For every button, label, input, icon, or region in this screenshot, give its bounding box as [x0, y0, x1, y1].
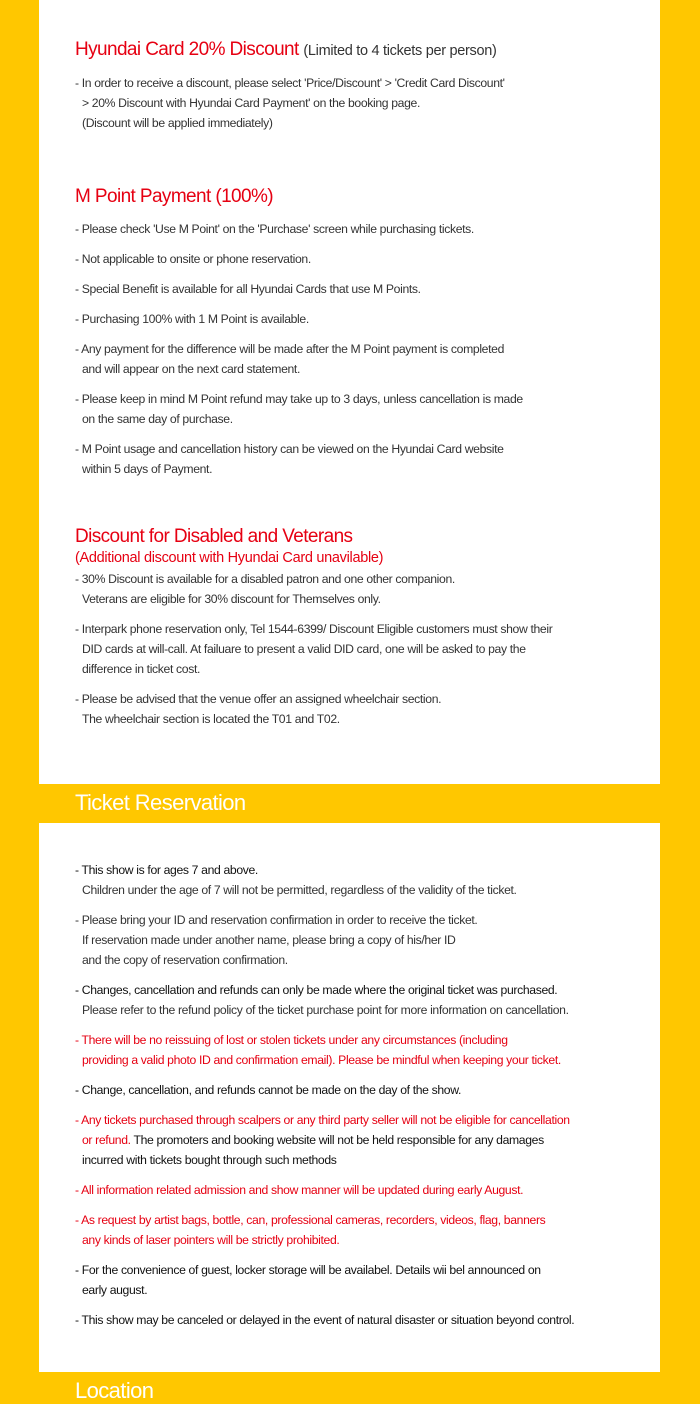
item-detail: If reservation made under another name, please bring a copy of his/her ID and the copy of reservation confirmation.	[82, 933, 456, 967]
list-item: - Special Benefit is available for all Hyundai Cards that use M Points.	[75, 282, 421, 296]
list-item: - In order to receive a discount, please select 'Price/Discount' > 'Credit Card Discount' > 20% Discount with Hyundai Card Payment' on the booking page. (Discount will be applied immediately)	[75, 76, 505, 130]
item-detail: Children under the age of 7 will not be permitted, regardless of the validity of the ticket.	[82, 883, 517, 897]
list-item	[75, 980, 640, 1020]
location-heading: Location	[75, 1378, 154, 1403]
reservation-list	[75, 860, 640, 1330]
hyundai-discount-note: (Limited to 4 tickets per person)	[303, 43, 497, 59]
list-item: - Please check 'Use M Point' on the 'Purchase' screen while purchasing tickets.	[75, 222, 474, 236]
hyundai-discount-section	[75, 38, 640, 133]
list-item: - Please be advised that the venue offer an assigned wheelchair section. The wheelchair section is located the T01 and T02.	[75, 692, 442, 726]
item-lead: - Please bring your ID and reservation confirmation in order to receive the ticket.	[75, 913, 478, 927]
list-item	[75, 1110, 640, 1170]
item-detail: Please refer to the refund policy of the ticket purchase point for more information on cancellation.	[82, 1003, 569, 1017]
disabled-veterans-list	[75, 569, 640, 729]
m-point-list	[75, 219, 640, 479]
list-item: - Change, cancellation, and refunds cannot be made on the day of the show.	[75, 1083, 462, 1097]
m-point-title: M Point Payment (100%)	[75, 186, 273, 207]
hyundai-discount-list	[75, 73, 640, 133]
list-item: - Any payment for the difference will be made after the M Point payment is completed and will appear on the next card statement.	[75, 342, 504, 376]
disabled-veterans-section	[75, 525, 640, 729]
item-lead: - This show is for ages 7 and above.	[75, 863, 258, 877]
list-item: - As request by artist bags, bottle, can, professional cameras, recorders, videos, flag, banners any kinds of laser pointers will be strictly prohibited.	[75, 1213, 546, 1247]
item-warning: - Any tickets purchased through scalpers or any third party seller will not be eligible for cancellation or refund.	[75, 1113, 570, 1147]
disabled-veterans-subtitle: (Additional discount with Hyundai Card unavilable)	[75, 550, 384, 566]
list-item: - Interpark phone reservation only, Tel 1544-6399/ Discount Eligible customers must show their DID cards at will-call. At failuare to present a valid DID card, one will be asked to pay the difference in ticket cost.	[75, 622, 553, 676]
list-item: - Please keep in mind M Point refund may take up to 3 days, unless cancellation is made on the same day of purchase.	[75, 392, 523, 426]
ticket-reservation-heading: Ticket Reservation	[75, 790, 246, 815]
list-item: - There will be no reissuing of lost or stolen tickets under any circumstances (including providing a valid photo ID and confirmation email). Please be mindful when keeping your ticket.	[75, 1033, 561, 1067]
list-item: - This show may be canceled or delayed in the event of natural disaster or situation beyond control.	[75, 1313, 575, 1327]
m-point-section	[75, 185, 640, 479]
list-item: - All information related admission and show manner will be updated during early August.	[75, 1183, 524, 1197]
discount-panel	[39, 0, 660, 784]
item-detail: The promoters and booking website will not be held responsible for any damages incurred with tickets bought through such methods	[82, 1133, 544, 1167]
list-item	[75, 860, 640, 900]
list-item	[75, 910, 640, 970]
disabled-veterans-title: Discount for Disabled and Veterans	[75, 526, 353, 547]
list-item: - M Point usage and cancellation history can be viewed on the Hyundai Card website within 5 days of Payment.	[75, 442, 504, 476]
list-item: - Not applicable to onsite or phone reservation.	[75, 252, 311, 266]
item-lead: - Changes, cancellation and refunds can only be made where the original ticket was purchased.	[75, 983, 558, 997]
ticket-reservation-panel	[39, 823, 660, 1372]
list-item: - Purchasing 100% with 1 M Point is available.	[75, 312, 309, 326]
list-item: - 30% Discount is available for a disabled patron and one other companion. Veterans are eligible for 30% discount for Themselves only.	[75, 572, 455, 606]
list-item: - For the convenience of guest, locker storage will be availabel. Details wii bel announced on early august.	[75, 1263, 541, 1297]
hyundai-discount-title: Hyundai Card 20% Discount (Limited to 4 tickets per person)	[75, 39, 497, 60]
